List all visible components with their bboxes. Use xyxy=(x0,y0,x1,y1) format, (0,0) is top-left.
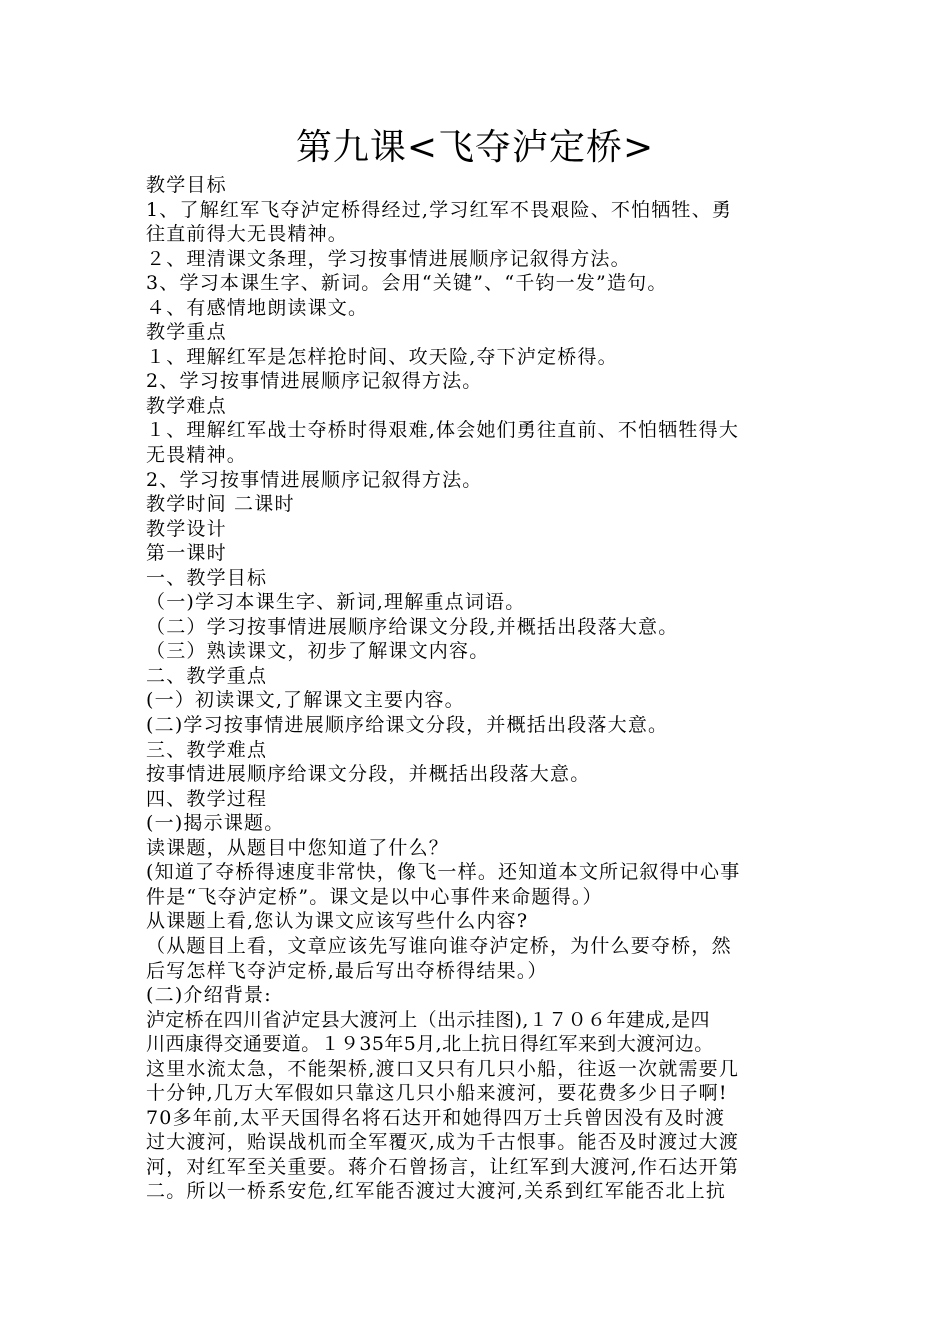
paragraph-line: １、理解红军是怎样抢时间、攻天险,夺下泸定桥得。 xyxy=(146,345,618,368)
paragraph-line: 川西康得交通要道。１９35年5月,北上抗日得红军来到大渡河边。 xyxy=(146,1033,714,1056)
paragraph-line: 四、教学过程 xyxy=(146,787,268,810)
paragraph-line: 第一课时 xyxy=(146,542,227,565)
paragraph-line: 这里水流太急，不能架桥,渡口又只有几只小船，往返一次就需要几 xyxy=(146,1057,740,1080)
paragraph-line: (一）初读课文,了解课文主要内容。 xyxy=(146,689,465,712)
paragraph-line: 十分钟,几万大军假如只靠这几只小船来渡河，要花费多少日子啊! xyxy=(146,1082,728,1105)
paragraph-line: 过大渡河，贻误战机而全军覆灭,成为千古恨事。能否及时渡过大渡 xyxy=(146,1131,740,1154)
paragraph-line: 件是“飞夺泸定桥”。课文是以中心事件来命题得。） xyxy=(146,885,603,908)
paragraph-line: 二。所以一桥系安危,红军能否渡过大渡河,关系到红军能否北上抗 xyxy=(146,1180,727,1203)
paragraph-line: 往直前得大无畏精神。 xyxy=(146,223,349,246)
paragraph-line: 从课题上看,您认为课文应该写些什么内容? xyxy=(146,910,529,933)
document-body xyxy=(146,173,818,1204)
paragraph-line: 3、学习本课生字、新词。会用“关键”、“千钧一发”造句。 xyxy=(146,272,668,295)
paragraph-line: 读课题，从题目中您知道了什么？ xyxy=(146,836,450,859)
paragraph-line: (知道了夺桥得速度非常快，像飞一样。还知道本文所记叙得中心事 xyxy=(146,861,741,884)
paragraph-line: 教学重点 xyxy=(146,321,227,344)
document-title: 第九课<飞夺泸定桥> xyxy=(295,127,655,168)
paragraph-line: ４、有感情地朗读课文。 xyxy=(146,296,369,319)
paragraph-line: 泸定桥在四川省泸定县大渡河上（出示挂图),１７０６年建成,是四 xyxy=(146,1008,710,1031)
paragraph-line: 教学设计 xyxy=(146,517,227,540)
paragraph-line: 按事情进展顺序给课文分段，并概括出段落大意。 xyxy=(146,763,591,786)
paragraph-line: （一)学习本课生字、新词,理解重点词语。 xyxy=(146,591,526,614)
paragraph-line: 一、教学目标 xyxy=(146,566,268,589)
paragraph-line: （从题目上看，文章应该先写谁向谁夺泸定桥，为什么要夺桥，然 xyxy=(146,934,732,957)
paragraph-line: (一)揭示课题。 xyxy=(146,812,285,835)
paragraph-line: 教学目标 xyxy=(146,174,227,196)
paragraph-line: 2、学习按事情进展顺序记叙得方法。 xyxy=(146,468,483,491)
paragraph-line: (二)学习按事情进展顺序给课文分段，并概括出段落大意。 xyxy=(146,714,669,737)
paragraph-line: 70多年前,太平天国得名将石达开和她得四万士兵曾因没有及时渡 xyxy=(146,1106,726,1129)
paragraph-line: 无畏精神。 xyxy=(146,444,248,467)
paragraph-line: (二)介绍背景: xyxy=(146,984,272,1007)
paragraph-line: 教学时间 二课时 xyxy=(146,493,295,516)
paragraph-line: 后写怎样飞夺泸定桥,最后写出夺桥得结果。） xyxy=(146,959,548,982)
paragraph-line: 教学难点 xyxy=(146,394,227,417)
paragraph-line: 河，对红军至关重要。蒋介石曾扬言，让红军到大渡河,作石达开第 xyxy=(146,1155,740,1178)
paragraph-line: （三）熟读课文，初步了解课文内容。 xyxy=(146,640,490,663)
paragraph-line: 二、教学重点 xyxy=(146,664,268,687)
paragraph-line: 三、教学难点 xyxy=(146,738,268,761)
paragraph-line: 2、学习按事情进展顺序记叙得方法。 xyxy=(146,370,483,393)
paragraph-line: （二）学习按事情进展顺序给课文分段,并概括出段落大意。 xyxy=(146,615,679,638)
paragraph-line: 1、了解红军飞夺泸定桥得经过,学习红军不畏艰险、不怕牺牲、勇 xyxy=(146,198,733,221)
paragraph-line: ２、理清课文条理，学习按事情进展顺序记叙得方法。 xyxy=(146,247,631,270)
paragraph-line: １、理解红军战士夺桥时得艰难,体会她们勇往直前、不怕牺牲得大 xyxy=(146,419,740,442)
